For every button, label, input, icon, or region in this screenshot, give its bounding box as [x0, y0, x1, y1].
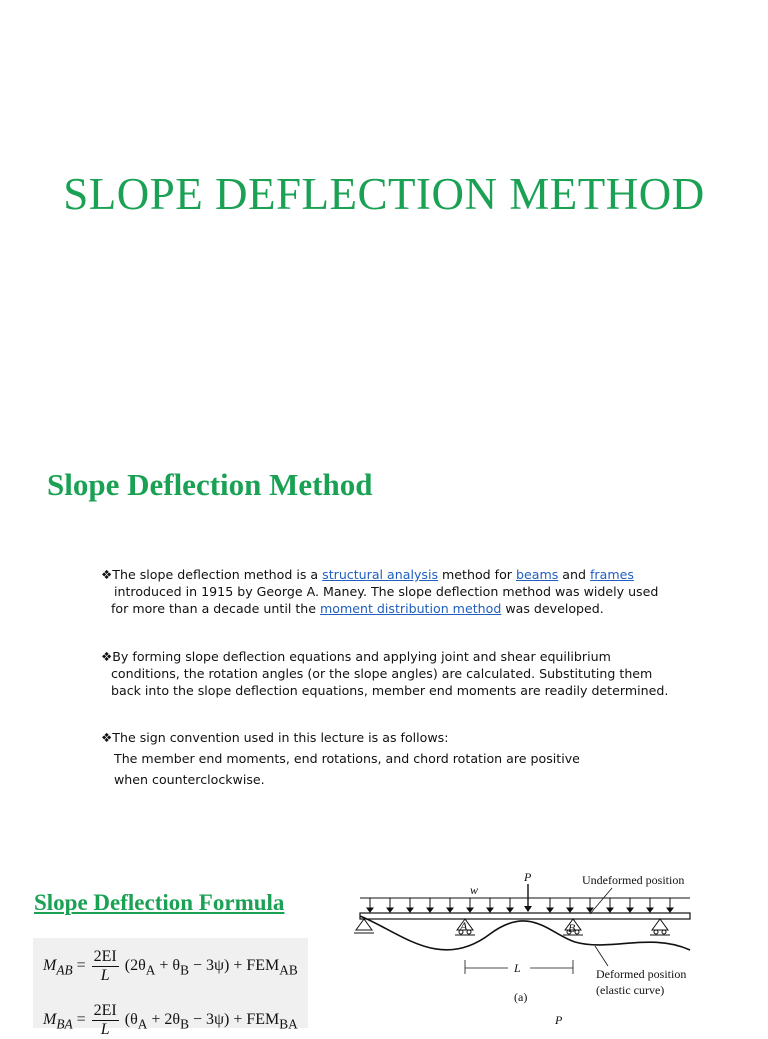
formula-box	[33, 938, 308, 1038]
label-deformed: Deformed position	[596, 967, 687, 981]
label-elastic: (elastic curve)	[596, 983, 665, 997]
structural-analysis-link[interactable]: structural analysis	[322, 567, 439, 582]
bullet-1-text-b: method for	[438, 567, 516, 582]
diamond-bullet-icon: ❖	[101, 649, 113, 664]
beam	[360, 913, 690, 919]
bullet-1-text-c: and	[558, 567, 590, 582]
bullet-1-line-2: introduced in 1915 by George A. Maney. The slope deflection method was widely used	[114, 584, 659, 599]
diamond-bullet-icon: ❖	[101, 567, 113, 582]
frames-link[interactable]: frames	[590, 567, 634, 582]
distributed-load-arrows	[360, 898, 690, 912]
formula-mab: $M_{AB}$ = $\frac{2EI}{L}$ $(2\theta_A + \theta_B - 3\psi) + FEM_{AB}$	[43, 948, 298, 984]
label-l: L	[514, 961, 521, 975]
bullet-3	[101, 729, 580, 788]
bullet-2-line-2: conditions, the rotation angles (or the slope angles) are calculated. Substituting them	[111, 666, 653, 681]
bullet-3-line-1: The sign convention used in this lecture is as follows:	[112, 730, 449, 745]
bullet-2	[101, 648, 668, 699]
label-p2: P	[555, 1013, 563, 1024]
bullet-1	[101, 566, 658, 617]
label-undeformed: Undeformed position	[582, 873, 685, 887]
beams-link[interactable]: beams	[516, 567, 559, 582]
bullet-3-line-2: The member end moments, end rotations, and chord rotation are positive	[114, 751, 580, 766]
label-b: B	[568, 921, 576, 935]
bullet-3-line-3: when counterclockwise.	[114, 772, 265, 787]
slide-title: SLOPE DEFLECTION METHOD	[63, 169, 705, 219]
formula-mba: $M_{BA}$ = $\frac{2EI}{L}$ $(\theta_A + 2\theta_B - 3\psi) + FEM_{BA}$	[43, 1002, 298, 1038]
label-fig-a: (a)	[514, 990, 528, 1004]
bullet-2-line-3: back into the slope deflection equations, member end moments are readily determined.	[111, 683, 669, 698]
label-a: A	[460, 919, 468, 933]
beam-deflection-diagram	[350, 862, 700, 1024]
label-p: P	[524, 870, 532, 884]
moment-distribution-method-link[interactable]: moment distribution method	[320, 601, 502, 616]
support-right	[650, 919, 670, 935]
bullet-1-text-e: was developed.	[501, 601, 604, 616]
formula-heading: Slope Deflection Formula	[34, 890, 285, 915]
diamond-bullet-icon: ❖	[101, 730, 113, 745]
bullet-1-text-a: The slope deflection method is a	[112, 567, 323, 582]
elastic-curve	[360, 916, 690, 950]
bullet-1-text-d: for more than a decade until the	[111, 601, 320, 616]
label-w: w	[470, 883, 479, 897]
section-heading: Slope Deflection Method	[47, 467, 373, 502]
bullet-2-line-1: By forming slope deflection equations and applying joint and shear equilibrium	[112, 649, 611, 664]
